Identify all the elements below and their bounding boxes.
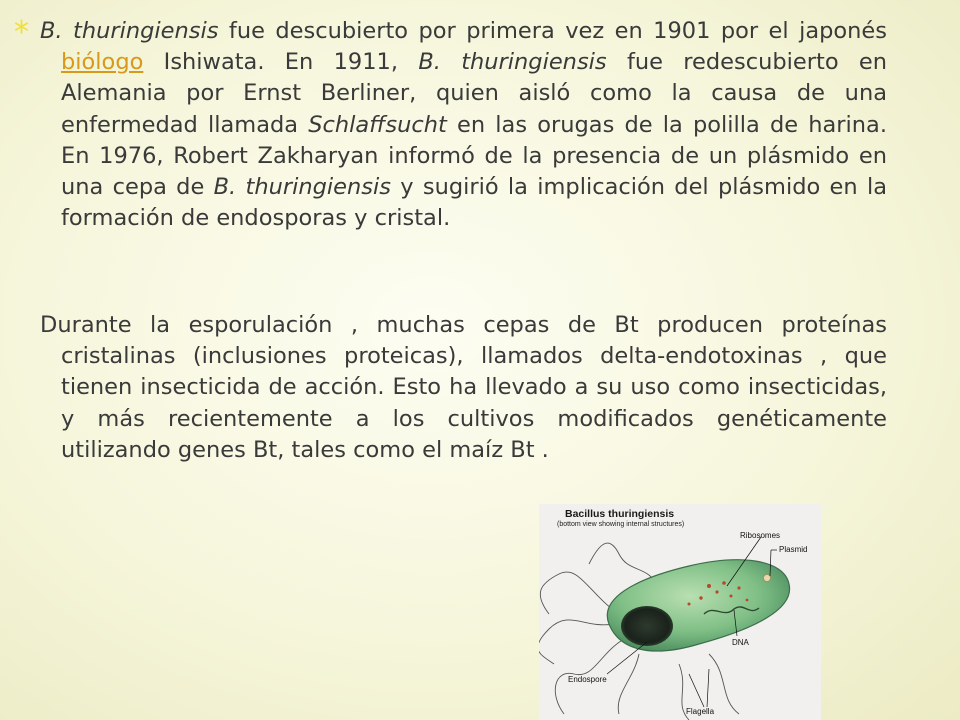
species-name: B. thuringiensis [40, 18, 219, 44]
plasmid-shape [764, 575, 771, 582]
text-segment: Ishiwata. En 1911, [143, 49, 419, 76]
paragraph-history [40, 16, 887, 234]
label-endospore: Endospore [568, 675, 607, 684]
label-ribosomes: Ribosomes [740, 531, 781, 540]
text-segment: en las orugas de la polilla de harina. En 1976, Robert Zakharyan informó de la presencia de un plásmido en una cepa de [61, 111, 887, 201]
bullet-star-icon: * [14, 15, 29, 50]
text-segment: fue descubierto por primera vez en 1901 por el japonés [218, 18, 887, 44]
label-plasmid: Plasmid [779, 545, 808, 554]
species-name: B. thuringiensis [213, 174, 391, 201]
label-dna: DNA [732, 638, 749, 647]
text-segment: fue redescubierto en Alemania por Ernst Berliner, quien aisló como la causa de una enfermedad llamada [61, 49, 887, 138]
bacillus-figure [539, 504, 821, 720]
disease-name: Schlaffsucht [308, 111, 447, 138]
text-segment: y sugirió la implicación del plásmido en la formación de endosporas y cristal. [61, 174, 887, 232]
figure-title: Bacillus thuringiensis [565, 508, 675, 520]
paragraph-sporulation: Durante la esporulación , muchas cepas de Bt producen proteínas cristalinas (inclusiones proteicas), llamados delta-endotoxinas , que tienen insecticida de acción. Esto ha llevado a su uso como insecticidas, y más recientemente a los cultivos modificados genéticamente utilizando genes Bt, tales como el maíz Bt . [40, 312, 887, 463]
species-name: B. thuringiensis [418, 49, 607, 76]
endospore-shape [621, 606, 673, 646]
label-flagella: Flagella [686, 707, 715, 716]
biologo-link[interactable]: biólogo [61, 49, 144, 76]
figure-subtitle: (bottom view showing internal structures) [557, 521, 685, 528]
